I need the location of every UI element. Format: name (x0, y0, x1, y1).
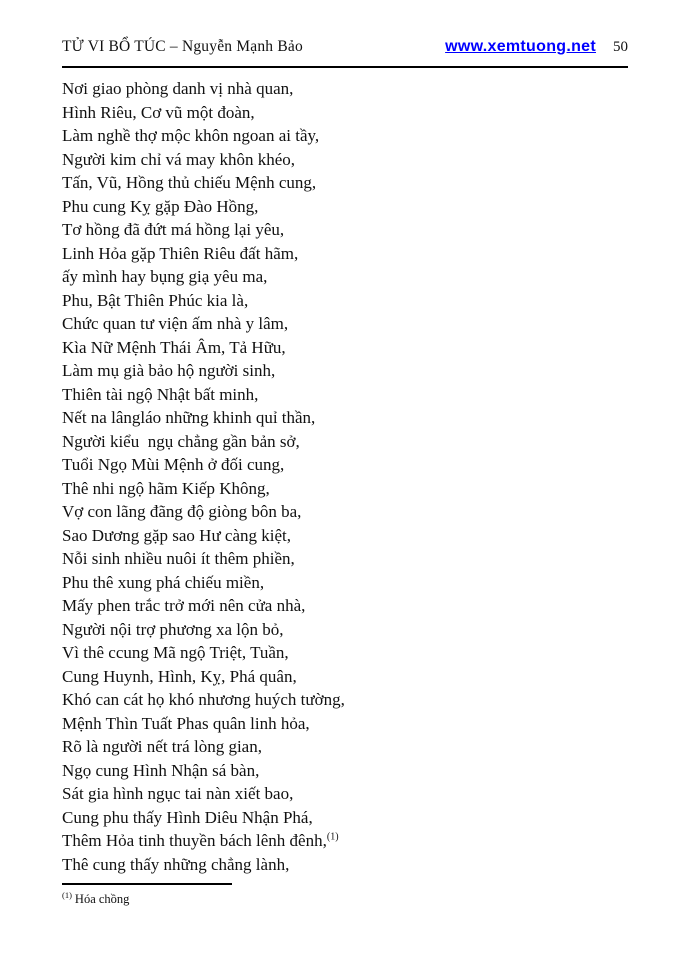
poem-line: Thê nhi ngộ hãm Kiếp Không, (62, 478, 270, 498)
poem-line: Cung phu thấy Hình Diêu Nhận Phá, (62, 807, 313, 827)
footnote-marker: (1) (62, 890, 72, 900)
poem-line: Phu cung Kỵ gặp Đào Hồng, (62, 196, 259, 216)
poem-line: Mấy phen trắc trở mới nên cửa nhà, (62, 596, 306, 615)
poem-line: Tơ hồng đã đứt má hồng lại yêu, (62, 220, 285, 239)
poem-line: Người nội trợ phương xa lộn bỏ, (62, 619, 284, 639)
poem-line: Làm nghề thợ mộc khôn ngoan ai tầy, (62, 126, 320, 145)
poem-line: Phu, Bật Thiên Phúc kia là, (62, 290, 249, 310)
poem-line: Nỗi sinh nhiều nuôi ít thêm phiền, (62, 549, 295, 568)
poem-line: Linh Hỏa gặp Thiên Riêu đất hãm, (62, 243, 299, 263)
poem-line: Tấn, Vũ, Hồng thủ chiếu Mệnh cung, (62, 173, 317, 192)
poem-line: Kìa Nữ Mệnh Thái Âm, Tả Hữu, (62, 337, 286, 357)
book-title: TỬ VI BỔ TÚC – Nguyễn Mạnh Bảo (62, 38, 303, 55)
page-header (62, 38, 628, 56)
poem-line: Mệnh Thìn Tuất Phas quân linh hỏa, (62, 713, 310, 733)
poem-line: Thiên tài ngộ Nhật bất minh, (62, 384, 259, 404)
footnote-ref: (1) (326, 831, 339, 843)
footnote (62, 890, 129, 907)
poem-line: Sao Dương gặp sao Hư càng kiệt, (62, 525, 292, 545)
poem-line: Nết na lângláo những khinh quỉ thần, (62, 408, 316, 427)
poem-line: Người kim chỉ vá may khôn khéo, (62, 149, 296, 169)
poem-line: Khó can cát họ khó nhương huých tường, (62, 690, 345, 709)
header-right (445, 38, 628, 56)
poem-line: Nơi giao phòng danh vị nhà quan, (62, 79, 294, 98)
poem-line: Sát gia hình ngục tai nàn xiết bao, (62, 784, 294, 803)
poem-line: Vợ con lãng đãng độ giòng bôn ba, (62, 502, 302, 521)
poem-line: Thê cung thấy những chẳng lành, (62, 854, 290, 874)
poem-line: Chức quan tư viện ấm nhà y lâm, (62, 314, 289, 333)
poem-line: Tuổi Ngọ Mùi Mệnh ở đối cung, (62, 455, 285, 474)
poem-line: Thêm Hỏa tinh thuyền bách lênh đênh,$^{(1)}$ (62, 831, 339, 850)
page-number: 50 (613, 39, 628, 55)
poem-line: Ngọ cung Hình Nhận sá bàn, (62, 760, 260, 780)
header-rule (62, 66, 628, 68)
footnote-text: Hóa chồng (74, 892, 130, 907)
poem-line: Hình Riêu, Cơ vũ một đoàn, (62, 102, 255, 122)
poem-line: Làm mụ già bảo hộ người sinh, (62, 361, 276, 380)
poem-line: Phu thê xung phá chiếu miền, (62, 572, 265, 592)
poem-line: Rõ là người nết trá lòng gian, (62, 737, 262, 756)
poem (62, 77, 646, 876)
website-link[interactable]: www.xemtuong.net (445, 38, 596, 55)
footnote-rule (62, 883, 232, 885)
poem-line: Cung Huynh, Hình, Kỵ, Phá quân, (62, 666, 297, 686)
poem-line: Người kiểu ngụ chẳng gần bản sở, (62, 431, 300, 451)
poem-line: Vì thê ccung Mã ngộ Triệt, Tuần, (62, 643, 289, 662)
poem-line: ấy mình hay bụng giạ yêu ma, (62, 267, 268, 286)
